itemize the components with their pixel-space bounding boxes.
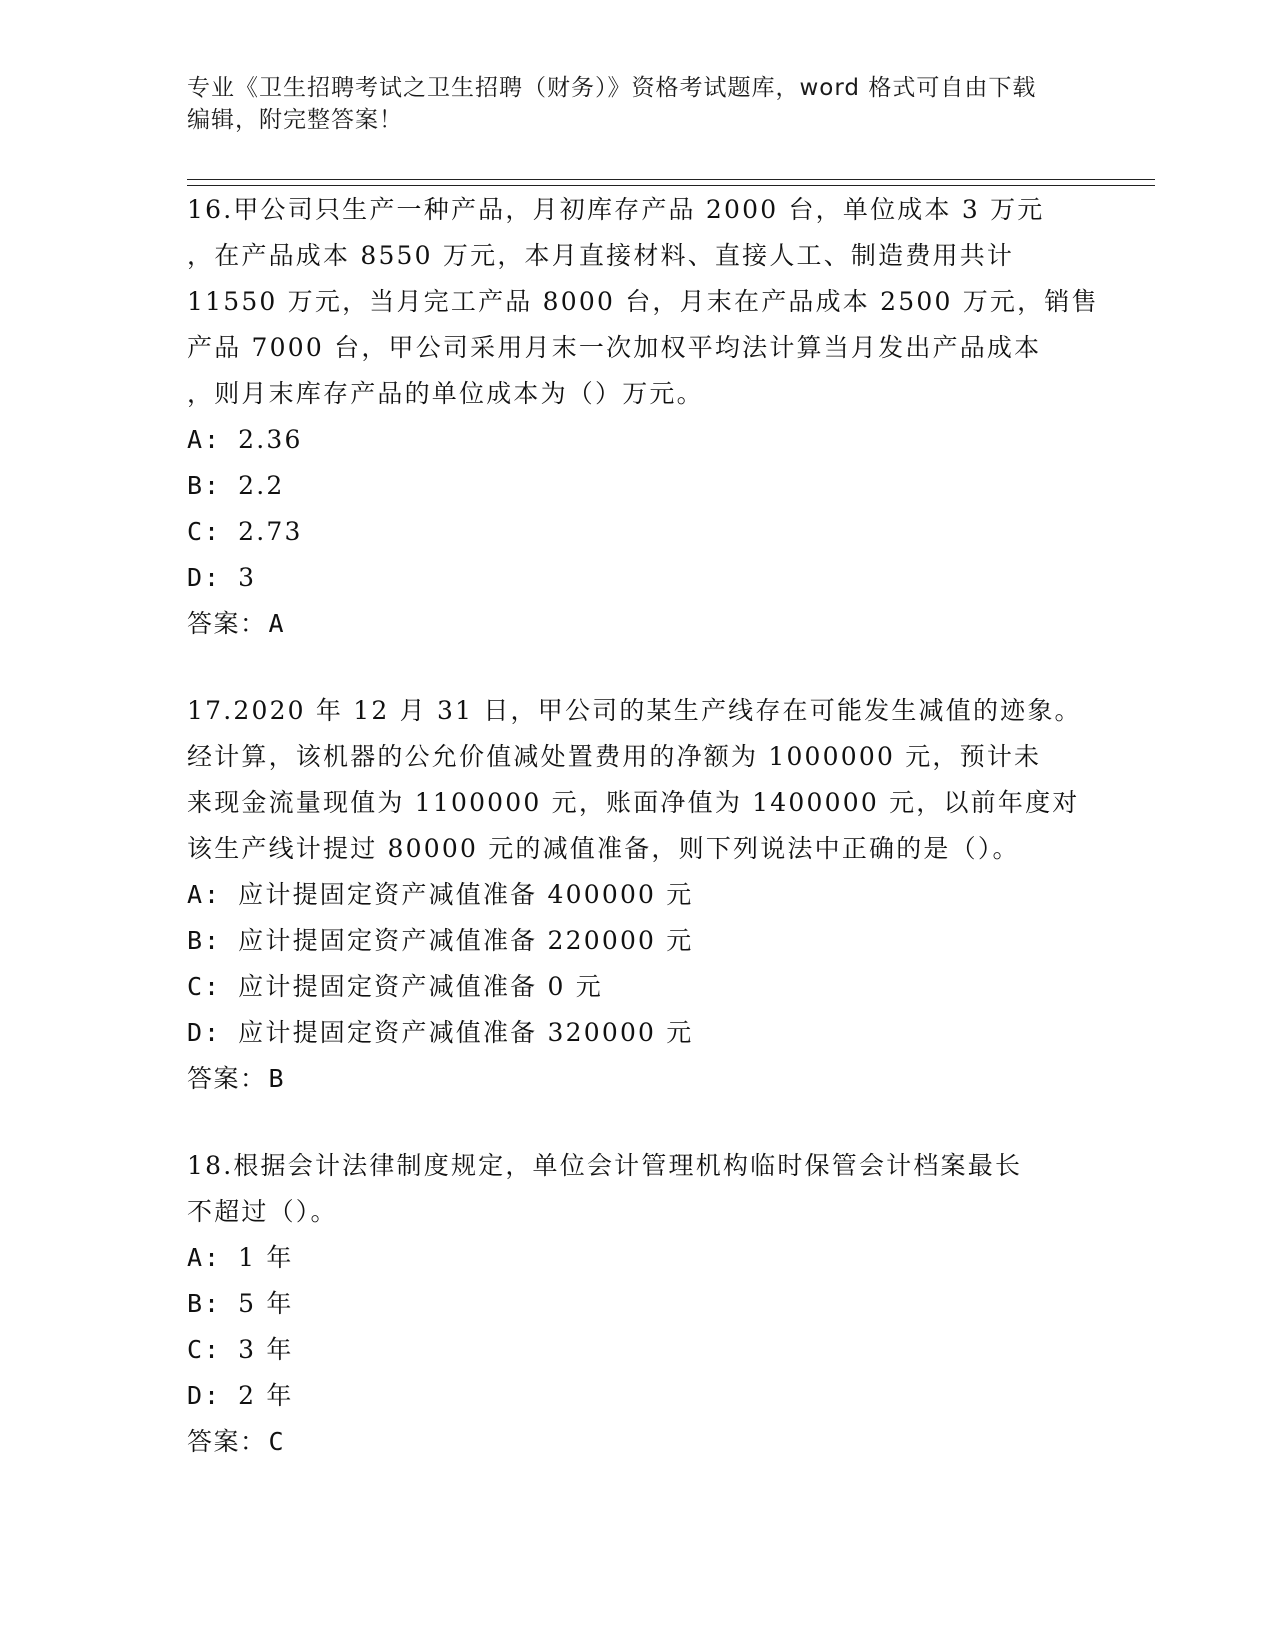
- option-text: 应计提固定资产减值准备 400000 元: [238, 880, 694, 909]
- option-b: [187, 463, 1087, 509]
- option-text: 3 年: [238, 1335, 294, 1364]
- answer-label: 答案：: [187, 1427, 267, 1456]
- answer-label: 答案：: [187, 609, 267, 638]
- header-divider-bottom: [187, 185, 1155, 186]
- option-text: 2.73: [238, 517, 303, 546]
- option-a: [187, 1235, 1087, 1281]
- answer-value: C: [268, 1427, 286, 1456]
- question-16: [187, 187, 1099, 647]
- option-text: 2.2: [238, 471, 285, 500]
- question-stem: [187, 1143, 1087, 1235]
- option-key: C:: [187, 517, 222, 546]
- option-key: B:: [187, 1289, 222, 1318]
- option-a: [187, 417, 1087, 463]
- answer-label: 答案：: [187, 1064, 267, 1093]
- option-text: 应计提固定资产减值准备 0 元: [238, 972, 603, 1001]
- option-key: B:: [187, 926, 222, 955]
- option-key: A:: [187, 1243, 222, 1272]
- option-key: C:: [187, 972, 222, 1001]
- option-text: 2 年: [238, 1381, 294, 1410]
- stem-line: 11550 万元，当月完工产品 8000 台，月末在产品成本 2500 万元，销售: [187, 287, 1099, 316]
- answer-value: A: [268, 609, 286, 638]
- stem-line: 产品 7000 台，甲公司采用月末一次加权平均法计算当月发出产品成本: [187, 333, 1042, 362]
- stem-line: 不超过（）。: [187, 1197, 338, 1226]
- option-text: 应计提固定资产减值准备 220000 元: [238, 926, 694, 955]
- stem-line: ，在产品成本 8550 万元，本月直接材料、直接人工、制造费用共计: [187, 241, 1015, 270]
- header-line-1: 专业《卫生招聘考试之卫生招聘（财务）》资格考试题库，word 格式可自由下载: [187, 75, 1037, 101]
- option-a: [187, 872, 1087, 918]
- option-c: [187, 509, 1087, 555]
- option-text: 5 年: [238, 1289, 294, 1318]
- option-text: 应计提固定资产减值准备 320000 元: [238, 1018, 694, 1047]
- stem-line: ，则月末库存产品的单位成本为（）万元。: [187, 379, 704, 408]
- option-key: A:: [187, 880, 222, 909]
- header-divider-top: [187, 179, 1155, 180]
- document-header: [187, 72, 1067, 136]
- option-key: D:: [187, 563, 222, 592]
- option-d: [187, 1373, 1087, 1419]
- option-text: 3: [238, 563, 257, 592]
- answer-line: [187, 1056, 1087, 1102]
- option-c: [187, 1327, 1087, 1373]
- option-key: C:: [187, 1335, 222, 1364]
- stem-line: 经计算，该机器的公允价值减处置费用的净额为 1000000 元，预计未: [187, 742, 1042, 771]
- option-key: A:: [187, 425, 222, 454]
- header-line-2: 编辑，附完整答案！: [187, 107, 403, 133]
- question-stem: [187, 688, 1087, 872]
- question-18: [187, 1143, 1087, 1465]
- option-c: [187, 964, 1087, 1010]
- question-stem: [187, 187, 1099, 417]
- stem-line: 18.根据会计法律制度规定，单位会计管理机构临时保管会计档案最长: [187, 1151, 1023, 1180]
- option-key: B:: [187, 471, 222, 500]
- option-b: [187, 1281, 1087, 1327]
- option-key: D:: [187, 1018, 222, 1047]
- option-d: [187, 555, 1087, 601]
- option-d: [187, 1010, 1087, 1056]
- answer-value: B: [268, 1064, 286, 1093]
- stem-line: 16.甲公司只生产一种产品，月初库存产品 2000 台，单位成本 3 万元: [187, 195, 1045, 224]
- stem-line: 来现金流量现值为 1100000 元，账面净值为 1400000 元，以前年度对: [187, 788, 1080, 817]
- question-17: [187, 688, 1087, 1102]
- answer-line: [187, 601, 1087, 647]
- stem-line: 17.2020 年 12 月 31 日，甲公司的某生产线存在可能发生减值的迹象。: [187, 696, 1082, 725]
- option-text: 2.36: [238, 425, 303, 454]
- stem-line: 该生产线计提过 80000 元的减值准备，则下列说法中正确的是（）。: [187, 834, 1020, 863]
- answer-line: [187, 1419, 1087, 1465]
- option-b: [187, 918, 1087, 964]
- option-key: D:: [187, 1381, 222, 1410]
- option-text: 1 年: [238, 1243, 294, 1272]
